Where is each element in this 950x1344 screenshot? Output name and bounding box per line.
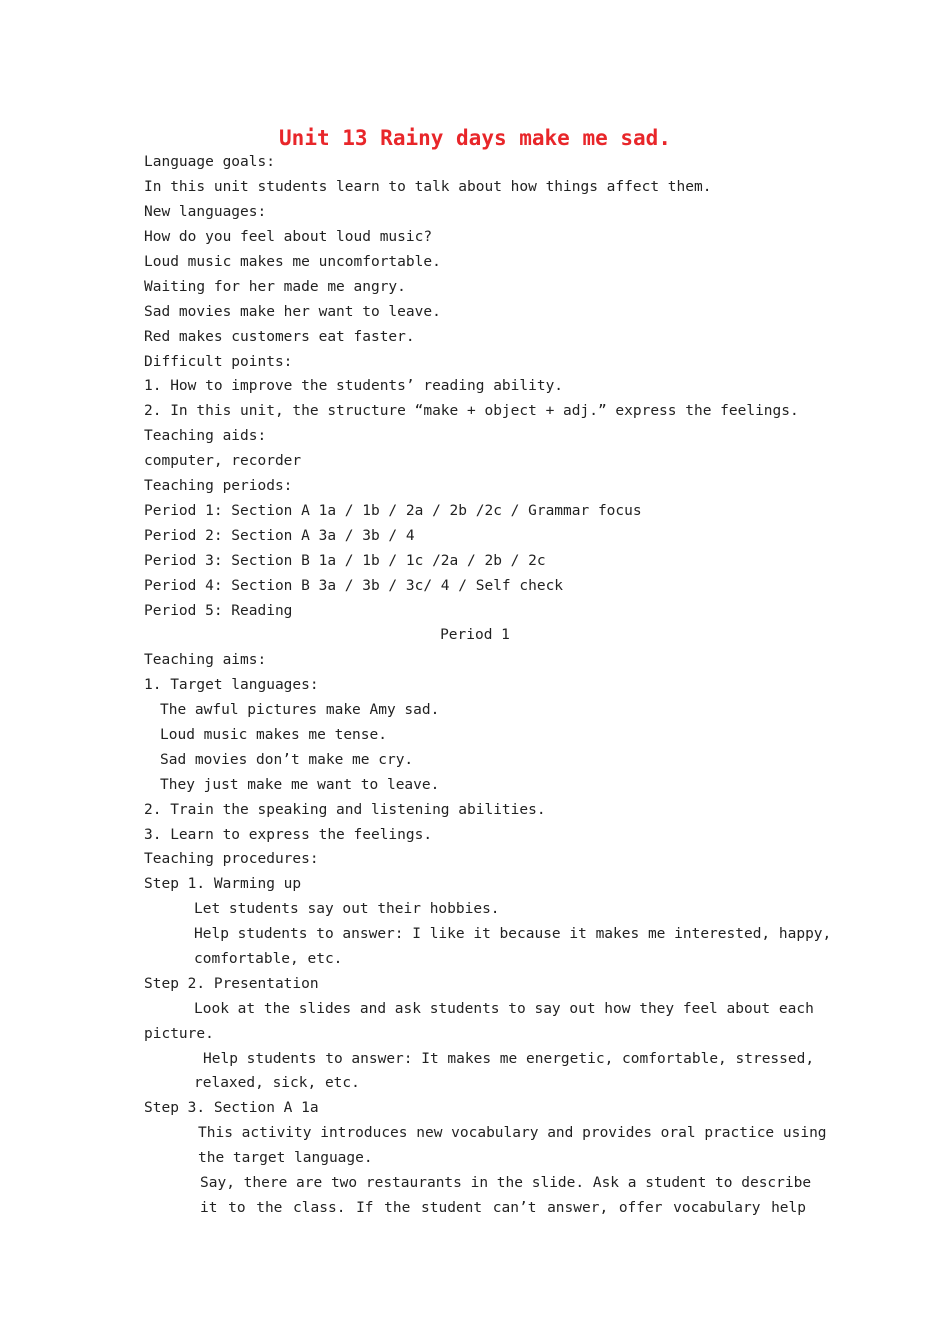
new-language-item: Loud music makes me uncomfortable. bbox=[144, 254, 441, 270]
language-goals-heading: Language goals: bbox=[144, 154, 275, 170]
step-3-line: the target language. bbox=[198, 1150, 373, 1166]
language-goals-text: In this unit students learn to talk about how things affect them. bbox=[144, 179, 712, 195]
step-3-heading: Step 3. Section A 1a bbox=[144, 1100, 319, 1116]
target-language-item: Loud music makes me tense. bbox=[160, 727, 387, 743]
difficult-point-item: 1. How to improve the students’ reading ability. bbox=[144, 378, 564, 394]
step-1-line: Help students to answer: I like it because it makes me interested, happy, bbox=[194, 926, 832, 942]
difficult-point-item: 2. In this unit, the structure “make + object + adj.” express the feelings. bbox=[144, 403, 799, 419]
step-2-heading: Step 2. Presentation bbox=[144, 976, 319, 992]
new-languages-heading: New languages: bbox=[144, 204, 267, 220]
target-language-item: They just make me want to leave. bbox=[160, 777, 440, 793]
teaching-period-item: Period 4: Section B 3a / 3b / 3c/ 4 / Self check bbox=[144, 578, 564, 594]
step-3-line: This activity introduces new vocabulary and provides oral practice using bbox=[198, 1125, 827, 1141]
step-3-line: it to the class. If the student can’t answer, offer vocabulary help bbox=[200, 1200, 806, 1216]
new-language-item: Sad movies make her want to leave. bbox=[144, 304, 441, 320]
step-2-line: picture. bbox=[144, 1026, 214, 1042]
target-languages-heading: 1. Target languages: bbox=[144, 677, 319, 693]
period-heading: Period 1 bbox=[440, 627, 510, 643]
step-3-line: Say, there are two restaurants in the slide. Ask a student to describe bbox=[200, 1175, 812, 1191]
teaching-aids-text: computer, recorder bbox=[144, 453, 302, 469]
teaching-aim-3: 3. Learn to express the feelings. bbox=[144, 827, 433, 843]
new-language-item: Waiting for her made me angry. bbox=[144, 279, 406, 295]
step-1-line: Let students say out their hobbies. bbox=[194, 901, 500, 917]
teaching-period-item: Period 3: Section B 1a / 1b / 1c /2a / 2b / 2c bbox=[144, 553, 546, 569]
step-1-line: comfortable, etc. bbox=[194, 951, 343, 967]
step-2-line: Help students to answer: It makes me energetic, comfortable, stressed, bbox=[203, 1051, 815, 1067]
difficult-points-heading: Difficult points: bbox=[144, 354, 293, 370]
teaching-aims-heading: Teaching aims: bbox=[144, 652, 267, 668]
teaching-period-item: Period 1: Section A 1a / 1b / 2a / 2b /2c / Grammar focus bbox=[144, 503, 642, 519]
teaching-periods-heading: Teaching periods: bbox=[144, 478, 293, 494]
step-2-line: Look at the slides and ask students to say out how they feel about each bbox=[194, 1001, 814, 1017]
step-2-line: relaxed, sick, etc. bbox=[194, 1075, 360, 1091]
target-language-item: The awful pictures make Amy sad. bbox=[160, 702, 440, 718]
document-title: Unit 13 Rainy days make me sad. bbox=[279, 126, 671, 150]
teaching-period-item: Period 5: Reading bbox=[144, 603, 293, 619]
step-1-heading: Step 1. Warming up bbox=[144, 876, 302, 892]
new-language-item: How do you feel about loud music? bbox=[144, 229, 433, 245]
new-language-item: Red makes customers eat faster. bbox=[144, 329, 415, 345]
teaching-aids-heading: Teaching aids: bbox=[144, 428, 267, 444]
teaching-procedures-heading: Teaching procedures: bbox=[144, 851, 319, 867]
teaching-aim-2: 2. Train the speaking and listening abilities. bbox=[144, 802, 546, 818]
target-language-item: Sad movies don’t make me cry. bbox=[160, 752, 414, 768]
teaching-period-item: Period 2: Section A 3a / 3b / 4 bbox=[144, 528, 415, 544]
